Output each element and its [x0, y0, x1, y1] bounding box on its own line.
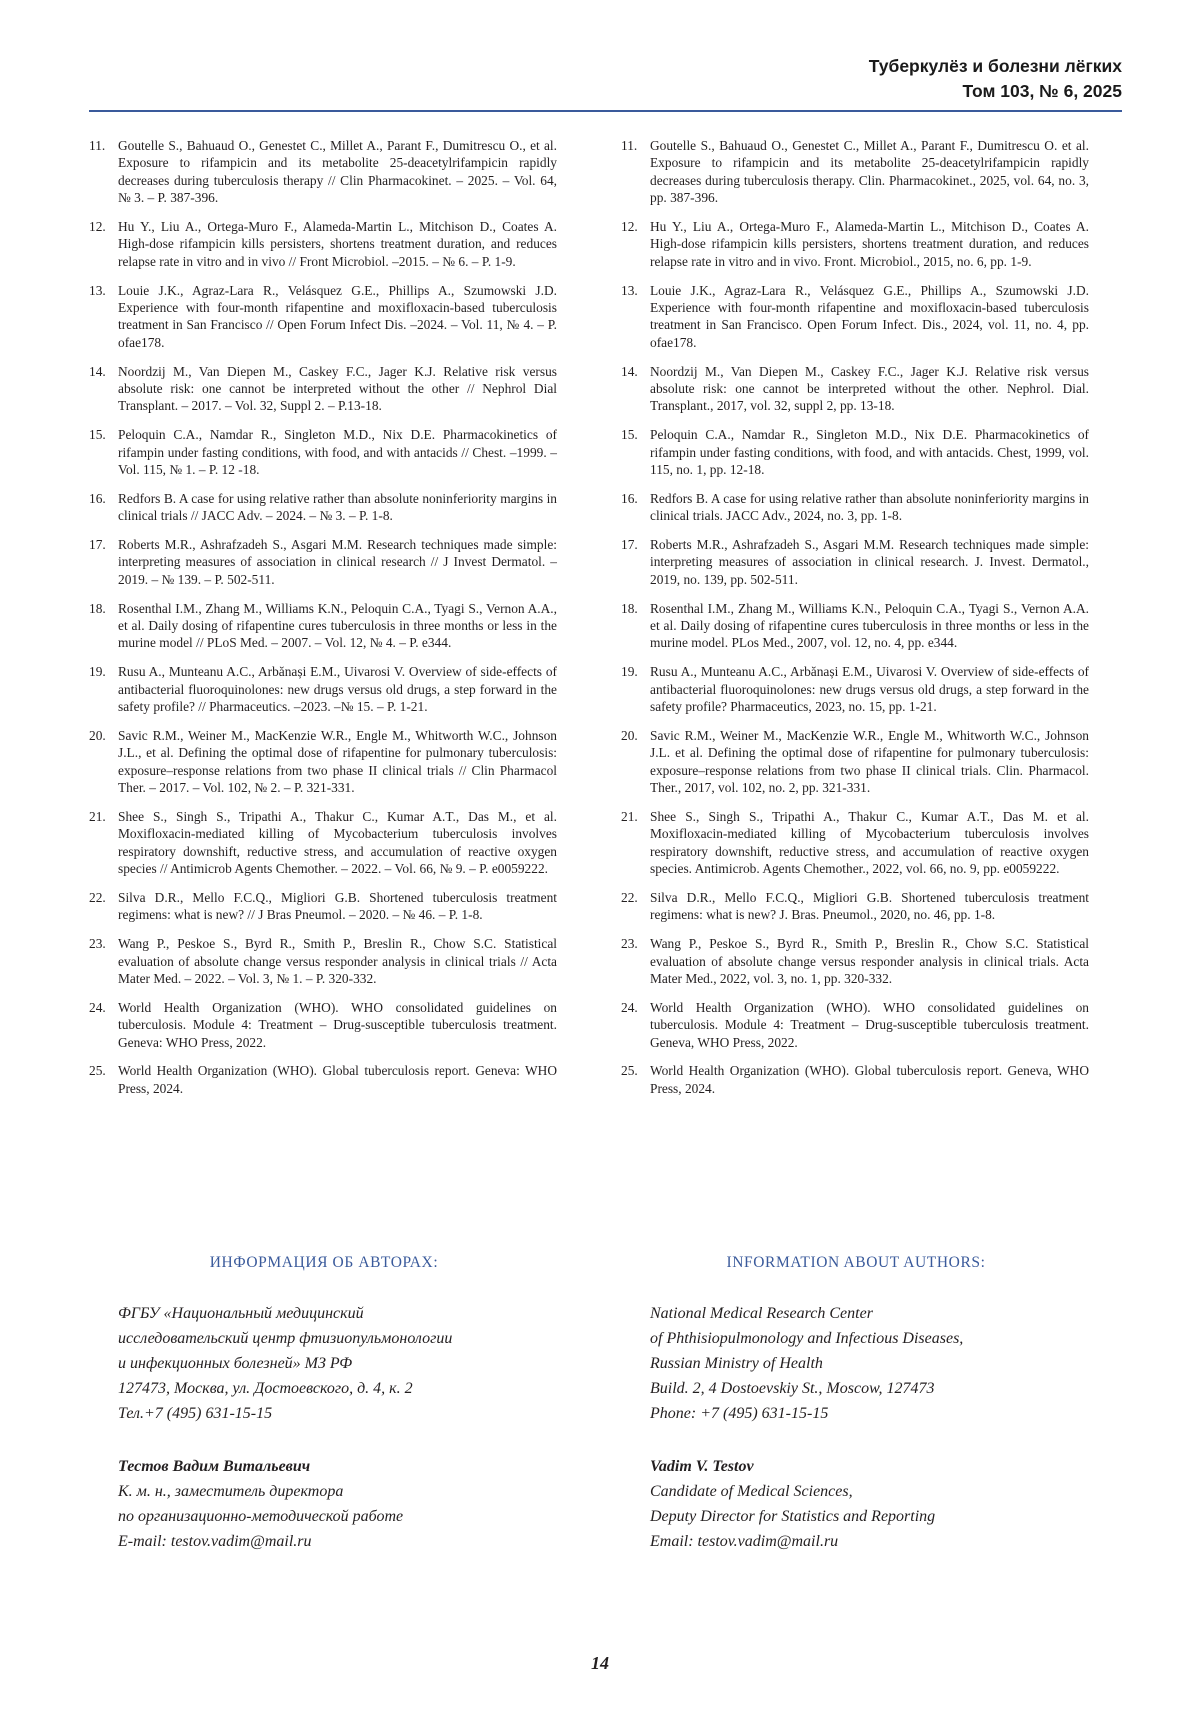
reference-text: Hu Y., Liu A., Ortega-Muro F., Alameda-Martin L., Mitchison D., Coates A. High-dose rifampicin kills persisters, shortens treatment duration, and reduces relapse rate in vitro and in vivo. Front. Microbiol., 2015, no. 6, pp. 1-9. — [650, 219, 1089, 269]
journal-issue: Том 103, № 6, 2025 — [962, 81, 1122, 101]
reference-text: Noordzij M., Van Diepen M., Caskey F.C., Jager K.J. Relative risk versus absolute risk: one cannot be interpreted without the other // Nephrol Dial Transplant. – 2017. – Vol. 32, Suppl 2. – P.13-18. — [118, 363, 557, 414]
reference-item — [89, 999, 557, 1051]
reference-text: Wang P., Peskoe S., Byrd R., Smith P., Breslin R., Chow S.C. Statistical evaluation of absolute change versus responder analysis in clinical trials. Acta Mater Med., 2022, vol. 3, no. 1, pp. 320-332. — [650, 936, 1089, 986]
reference-number: 16. — [621, 490, 638, 506]
reference-text: Louie J.K., Agraz-Lara R., Velásquez G.E., Phillips A., Szumowski J.D. Experience with four-month rifapentine and moxifloxacin-based tuberculosis treatment in San Francisco // Open Forum Infect Dis. –2024. – Vol. 11, № 4. – P. ofae178. — [118, 282, 557, 350]
reference-number: 25. — [89, 1063, 106, 1079]
reference-number: 18. — [89, 600, 106, 616]
reference-item — [89, 600, 557, 652]
reference-text: World Health Organization (WHO). WHO consolidated guidelines on tuberculosis. Module 4: Treatment – Drug-susceptible tuberculosis treatment. Geneva: WHO Press, 2022. — [118, 999, 557, 1050]
reference-text: Rusu A., Munteanu A.C., Arbănași E.M., Uivarosi V. Overview of side-effects of antibacterial fluoroquinolones: new drugs versus old drugs, a step forward in the safety profile? Pharmaceutics, 2023, no. 15, pp. 1-21. — [650, 664, 1089, 715]
reference-number: 14. — [89, 363, 106, 379]
reference-item — [621, 363, 1089, 415]
header-rule — [89, 110, 1122, 112]
author-block-english — [650, 1454, 1150, 1554]
reference-number: 22. — [89, 889, 106, 905]
reference-item — [89, 935, 557, 987]
organization-block-english — [650, 1301, 1150, 1426]
authors-info-title-english: INFORMATION ABOUT AUTHORS: — [726, 1254, 986, 1271]
reference-text: Redfors B. A case for using relative rather than absolute noninferiority margins in clinical trials // JACC Adv. – 2024. – № 3. – P. 1-8. — [118, 490, 557, 524]
reference-number: 19. — [89, 664, 106, 680]
reference-number: 15. — [89, 427, 106, 443]
organization-line: of Phthisiopulmonology and Infectious Diseases, — [650, 1330, 964, 1347]
reference-item — [89, 727, 557, 797]
reference-number: 23. — [621, 936, 638, 952]
reference-item — [621, 426, 1089, 478]
reference-text: Rosenthal I.M., Zhang M., Williams K.N., Peloquin C.A., Tyagi S., Vernon A.A., et al. Daily dosing of rifapentine cures tuberculosis in three months or less in the murine model // PLoS Med. – 2007. – Vol. 12, № 4. – P. e344. — [118, 600, 557, 651]
reference-item — [89, 426, 557, 478]
reference-item — [89, 663, 557, 715]
reference-number: 20. — [621, 727, 638, 743]
reference-number: 20. — [89, 727, 106, 743]
reference-item — [621, 218, 1089, 270]
reference-text: Louie J.K., Agraz-Lara R., Velásquez G.E., Phillips A., Szumowski J.D. Experience with four-month rifapentine and moxifloxacin-based tuberculosis treatment in San Francisco. Open Forum Infect. Dis., 2024, vol. 11, no. 4, pp. ofae178. — [650, 282, 1089, 350]
reference-item — [621, 889, 1089, 924]
reference-number: 18. — [621, 600, 638, 616]
author-email: Email: testov.vadim@mail.ru — [650, 1533, 839, 1550]
reference-text: Redfors B. A case for using relative rather than absolute noninferiority margins in clinical trials. JACC Adv., 2024, no. 3, pp. 1-8. — [650, 490, 1089, 524]
reference-number: 19. — [621, 664, 638, 680]
reference-number: 22. — [621, 889, 638, 905]
author-position: Candidate of Medical Sciences, — [650, 1483, 853, 1500]
reference-item — [621, 536, 1089, 588]
reference-item — [621, 282, 1089, 352]
reference-text: Wang P., Peskoe S., Byrd R., Smith P., Breslin R., Chow S.C. Statistical evaluation of absolute change versus responder analysis in clinical trials // Acta Mater Med. – 2022. – Vol. 3, № 1. – P. 320-332. — [118, 936, 557, 986]
reference-item — [621, 727, 1089, 797]
reference-item — [89, 137, 557, 207]
reference-text: World Health Organization (WHO). Global tuberculosis report. Geneva, WHO Press, 2024. — [650, 1063, 1089, 1096]
reference-item — [89, 889, 557, 924]
reference-number: 11. — [89, 138, 106, 153]
reference-text: Shee S., Singh S., Tripathi A., Thakur C., Kumar A.T., Das M. et al. Moxifloxacin-mediated killing of Mycobacterium tuberculosis involves respiratory downshift, reductive stress, and accumulation of reactive oxygen species. Antimicrob. Agents Chemother., 2022, vol. 66, no. 9, pp. e0059222. — [650, 808, 1089, 877]
reference-number: 17. — [89, 537, 106, 553]
reference-text: Goutelle S., Bahuaud O., Genestet C., Millet A., Parant F., Dumitrescu O. et al. Exposure to rifampicin and its metabolite 25-deacetylrifampicin rapidly decreases during tuberculosis therapy. Clin. Pharmacokinet., 2025, vol. 64, no. 3, pp. 387-396. — [650, 138, 1089, 206]
reference-text: World Health Organization (WHO). WHO consolidated guidelines on tuberculosis. Module 4: Treatment – Drug-susceptible tuberculosis treatment. Geneva, WHO Press, 2022. — [650, 999, 1089, 1050]
reference-number: 25. — [621, 1063, 638, 1079]
reference-text: Peloquin C.A., Namdar R., Singleton M.D., Nix D.E. Pharmacokinetics of rifampin under fasting conditions, with food, and with antacids. Chest, 1999, vol. 115, no. 1, pp. 12-18. — [650, 427, 1089, 478]
reference-text: World Health Organization (WHO). Global tuberculosis report. Geneva: WHO Press, 2024. — [118, 1063, 557, 1096]
reference-item — [621, 600, 1089, 652]
reference-number: 15. — [621, 427, 638, 443]
organization-address: Build. 2, 4 Dostoevskiy St., Moscow, 127473 — [650, 1380, 935, 1397]
author-block-russian — [118, 1454, 618, 1554]
reference-item — [89, 1062, 557, 1097]
reference-item — [89, 282, 557, 352]
reference-number: 21. — [621, 808, 638, 824]
authors-info-title-russian: ИНФОРМАЦИЯ ОБ АВТОРАХ: — [209, 1254, 439, 1271]
reference-item — [621, 935, 1089, 987]
journal-header — [869, 54, 1122, 104]
organization-phone: Phone: +7 (495) 631-15-15 — [650, 1405, 829, 1422]
reference-text: Rusu A., Munteanu A.C., Arbănași E.M., Uivarosi V. Overview of side-effects of antibacterial fluoroquinolones: new drugs versus old drugs, a step forward in the safety profile? // Pharmaceutics. –2023. –№ 15. – P. 1-21. — [118, 664, 557, 715]
reference-number: 13. — [621, 282, 638, 298]
reference-number: 12. — [621, 219, 638, 235]
author-name: Vadim V. Testov — [650, 1458, 754, 1475]
author-email: E-mail: testov.vadim@mail.ru — [118, 1533, 312, 1550]
reference-number: 11. — [621, 138, 638, 153]
author-position: Deputy Director for Statistics and Reporting — [650, 1508, 936, 1525]
reference-number: 14. — [621, 363, 638, 379]
reference-item — [89, 363, 557, 415]
reference-item — [89, 536, 557, 588]
reference-item — [89, 490, 557, 525]
reference-text: Silva D.R., Mello F.C.Q., Migliori G.B. Shortened tuberculosis treatment regimens: what is new? // J Bras Pneumol. – 2020. – № 46. – P. 1-8. — [118, 889, 557, 923]
reference-text: Hu Y., Liu A., Ortega-Muro F., Alameda-Martin L., Mitchison D., Coates A. High-dose rifampicin kills persisters, shortens treatment duration, and reduces relapse rate in vitro and in vivo // Front Microbiol. –2015. – № 6. – P. 1-9. — [118, 219, 557, 269]
reference-text: Savic R.M., Weiner M., MacKenzie W.R., Engle M., Whitworth W.C., Johnson J.L., et al. Defining the optimal dose of rifapentine for pulmonary tuberculosis: exposure–response relations from two phase II clinical trials // Clin Pharmacol Ther. – 2017. – Vol. 102, № 2. – P. 321-331. — [118, 727, 557, 796]
journal-title: Туберкулёз и болезни лёгких — [868, 56, 1122, 76]
organization-line: National Medical Research Center — [650, 1305, 873, 1322]
reference-item — [621, 663, 1089, 715]
reference-list-english — [621, 137, 1089, 1109]
reference-text: Savic R.M., Weiner M., MacKenzie W.R., Engle M., Whitworth W.C., Johnson J.L. et al. Defining the optimal dose of rifapentine for pulmonary tuberculosis: exposure–response relations from two phase II clinical trials. Clin. Pharmacol. Ther., 2017, vol. 102, no. 2, pp. 321-331. — [650, 727, 1089, 796]
reference-item — [621, 1062, 1089, 1097]
reference-number: 23. — [89, 936, 106, 952]
reference-number: 13. — [89, 282, 106, 298]
reference-item — [621, 137, 1089, 207]
organization-phone: Тел.+7 (495) 631-15-15 — [118, 1405, 273, 1422]
reference-number: 21. — [89, 808, 106, 824]
reference-text: Roberts M.R., Ashrafzadeh S., Asgari M.M. Research techniques made simple: interpreting measures of association in clinical research // J Invest Dermatol. – 2019. – № 139. – P. 502-511. — [118, 537, 557, 587]
organization-address: 127473, Москва, ул. Достоевского, д. 4, к. 2 — [118, 1380, 413, 1397]
organization-block-russian — [118, 1301, 618, 1426]
organization-line: и инфекционных болезней» МЗ РФ — [118, 1355, 353, 1372]
author-position: по организационно-методической работе — [118, 1508, 404, 1525]
reference-list-russian — [89, 137, 557, 1109]
reference-item — [621, 999, 1089, 1051]
reference-item — [621, 808, 1089, 878]
reference-text: Peloquin C.A., Namdar R., Singleton M.D., Nix D.E. Pharmacokinetics of rifampin under fasting conditions, with food, and with antacids // Chest. –1999. – Vol. 115, № 1. – P. 12 -18. — [118, 427, 557, 478]
reference-item — [89, 218, 557, 270]
reference-item — [89, 808, 557, 878]
reference-number: 16. — [89, 490, 106, 506]
organization-line: ФГБУ «Национальный медицинский — [118, 1305, 364, 1322]
page-number: 14 — [591, 1653, 609, 1673]
reference-text: Shee S., Singh S., Tripathi A., Thakur C., Kumar A.T., Das M., et al. Moxifloxacin-mediated killing of Mycobacterium tuberculosis involves respiratory downshift, reductive stress, and accumulation of reactive oxygen species // Antimicrob Agents Chemother. – 2022. – Vol. 66, № 9. – P. e0059222. — [118, 808, 557, 877]
reference-number: 17. — [621, 537, 638, 553]
reference-text: Goutelle S., Bahuaud O., Genestet C., Millet A., Parant F., Dumitrescu O., et al. Exposure to rifampicin and its metabolite 25-deacetylrifampicin rapidly decreases during tuberculosis therapy // Clin Pharmacokinet. – 2025. – Vol. 64, № 3. – P. 387-396. — [118, 138, 557, 206]
reference-text: Silva D.R., Mello F.C.Q., Migliori G.B. Shortened tuberculosis treatment regimens: what is new? J. Bras. Pneumol., 2020, no. 46, pp. 1-8. — [650, 889, 1089, 923]
organization-line: Russian Ministry of Health — [650, 1355, 823, 1372]
reference-number: 24. — [89, 999, 106, 1015]
organization-line: исследовательский центр фтизиопульмонологии — [118, 1330, 453, 1347]
reference-text: Noordzij M., Van Diepen M., Caskey F.C., Jager K.J. Relative risk versus absolute risk: one cannot be interpreted without the other. Nephrol. Dial. Transplant., 2017, vol. 32, suppl 2, pp. 13-18. — [650, 363, 1089, 414]
author-name: Тестов Вадим Витальевич — [118, 1458, 311, 1475]
reference-text: Rosenthal I.M., Zhang M., Williams K.N., Peloquin C.A., Tyagi S., Vernon A.A. et al. Daily dosing of rifapentine cures tuberculosis in three months or less in the murine model. PLos Med., 2007, vol. 12, no. 4, pp. e344. — [650, 600, 1089, 651]
reference-item — [621, 490, 1089, 525]
reference-text: Roberts M.R., Ashrafzadeh S., Asgari M.M. Research techniques made simple: interpreting measures of association in clinical research. J. Invest. Dermatol., 2019, no. 139, pp. 502-511. — [650, 537, 1089, 587]
reference-number: 12. — [89, 219, 106, 235]
author-position: К. м. н., заместитель директора — [118, 1483, 344, 1500]
reference-number: 24. — [621, 999, 638, 1015]
